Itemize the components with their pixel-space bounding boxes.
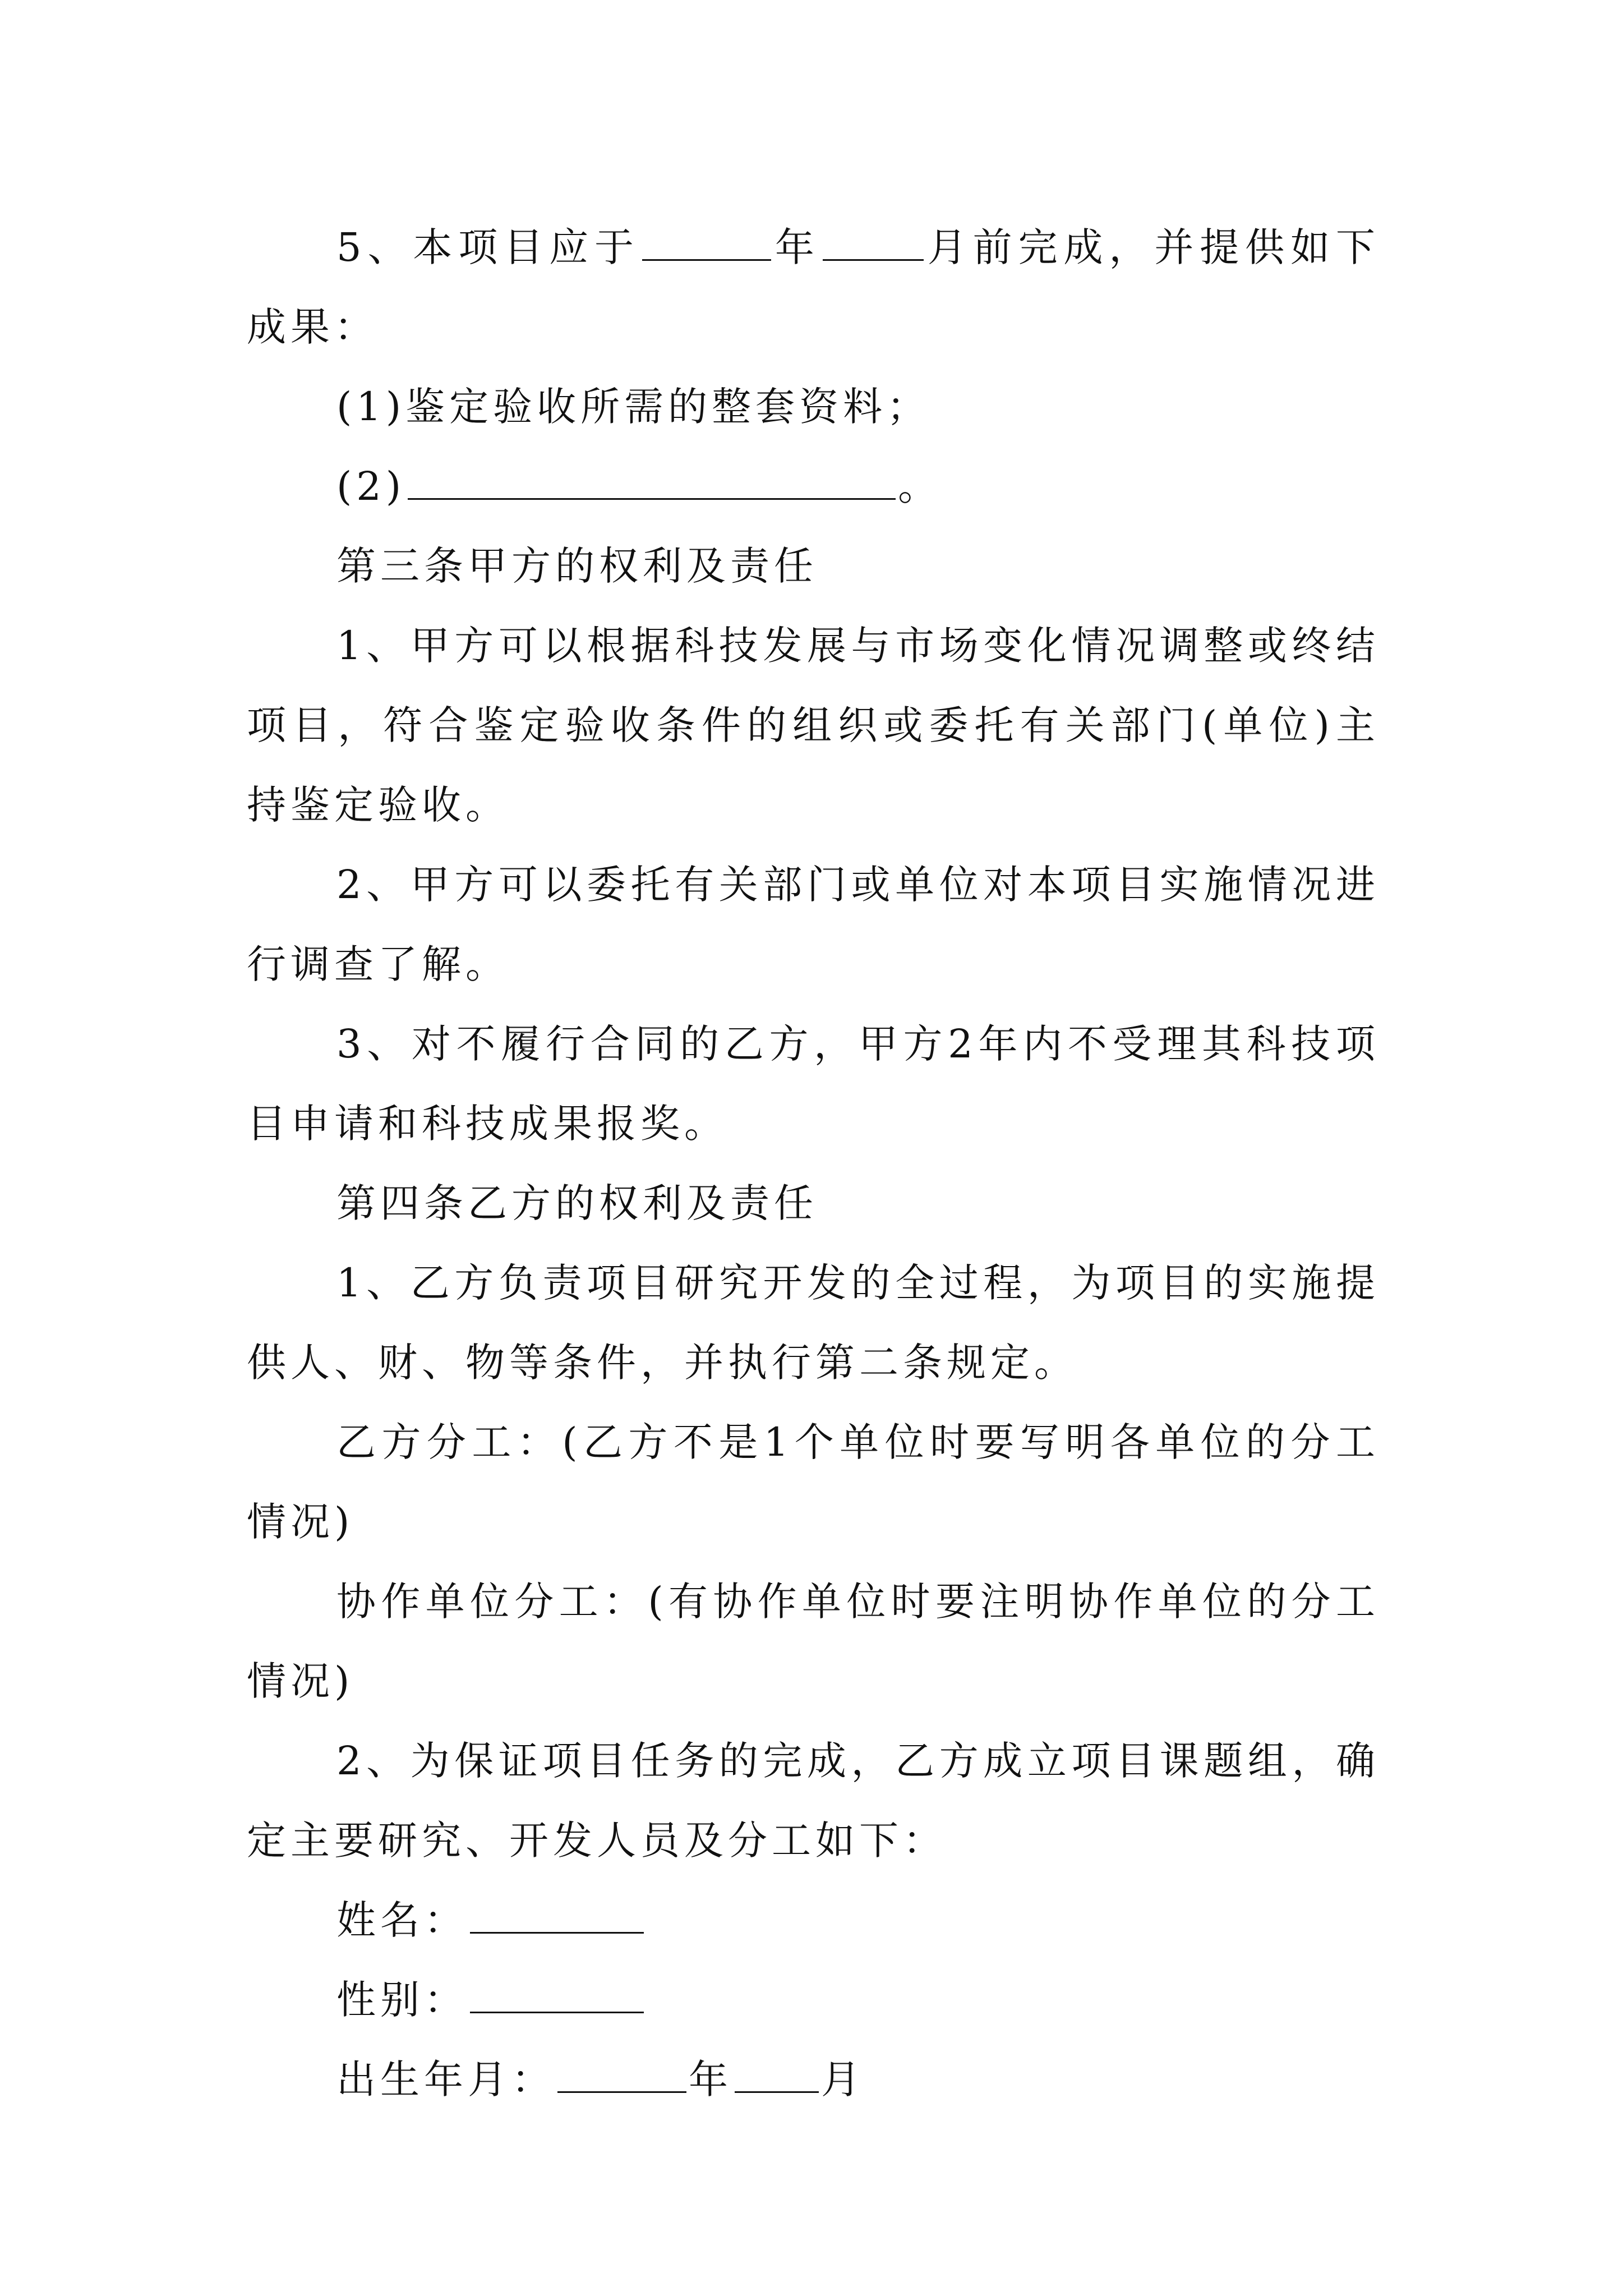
deliverable-blank[interactable] (408, 459, 896, 500)
document-page (247, 208, 1380, 2119)
item5-tail: 月前完成，并提供如下成果： (247, 224, 1380, 350)
heading-article-3: 第三条甲方的权利及责任 (336, 543, 818, 589)
birth-year-blank[interactable] (557, 2052, 686, 2093)
clause-b1: 1、乙方负责项目研究开发的全过程，为项目的实施提供人、财、物等条件，并执行第二条规定。 (247, 1260, 1380, 1386)
birth-year: 年 (689, 2056, 732, 2102)
gender-blank[interactable] (470, 1972, 644, 2013)
clause-a2: 2、甲方可以委托有关部门或单位对本项目实施情况进行调查了解。 (247, 862, 1380, 987)
clause-b2: 2、为保证项目任务的完成，乙方成立项目课题组，确定主要研究、开发人员及分工如下： (247, 1738, 1380, 1864)
name-field-row (247, 1880, 1380, 1960)
clause-b1-coop-division: 协作单位分工：(有协作单位时要注明协作单位的分工情况) (247, 1579, 1380, 1704)
gender-field-row (247, 1960, 1380, 2040)
gender-label: 性别： (336, 1977, 468, 2023)
clause-b1-party-division: 乙方分工：(乙方不是1个单位时要写明各单位的分工情况) (247, 1419, 1380, 1545)
birth-month: 月 (821, 2056, 865, 2102)
clause-item-5-2 (247, 447, 1380, 526)
clause-a3: 3、对不履行合同的乙方，甲方2年内不受理其科技项目申请和科技成果报奖。 (247, 1021, 1380, 1147)
heading-article-4: 第四条乙方的权利及责任 (336, 1180, 818, 1226)
birth-label: 出生年月： (336, 2056, 555, 2102)
name-blank[interactable] (470, 1893, 644, 1934)
clause-item-5 (247, 208, 1380, 367)
clause-a1: 1、甲方可以根据科技发展与市场变化情况调整或终结项目，符合鉴定验收条件的组织或委托有关部门(单位)主持鉴定验收。 (247, 623, 1380, 828)
item5-2-prefix: (2) (336, 463, 406, 509)
birth-month-blank[interactable] (735, 2052, 819, 2093)
month-blank[interactable] (823, 220, 924, 261)
item5-year: 年 (773, 224, 820, 270)
name-label: 姓名： (336, 1897, 468, 1943)
item5-2-suffix: 。 (898, 463, 942, 509)
item5-prefix: 5、本项目应于 (336, 224, 640, 270)
year-blank[interactable] (642, 220, 771, 261)
clause-item-5-1: (1)鉴定验收所需的整套资料； (336, 384, 931, 430)
birth-field-row (247, 2040, 1380, 2119)
